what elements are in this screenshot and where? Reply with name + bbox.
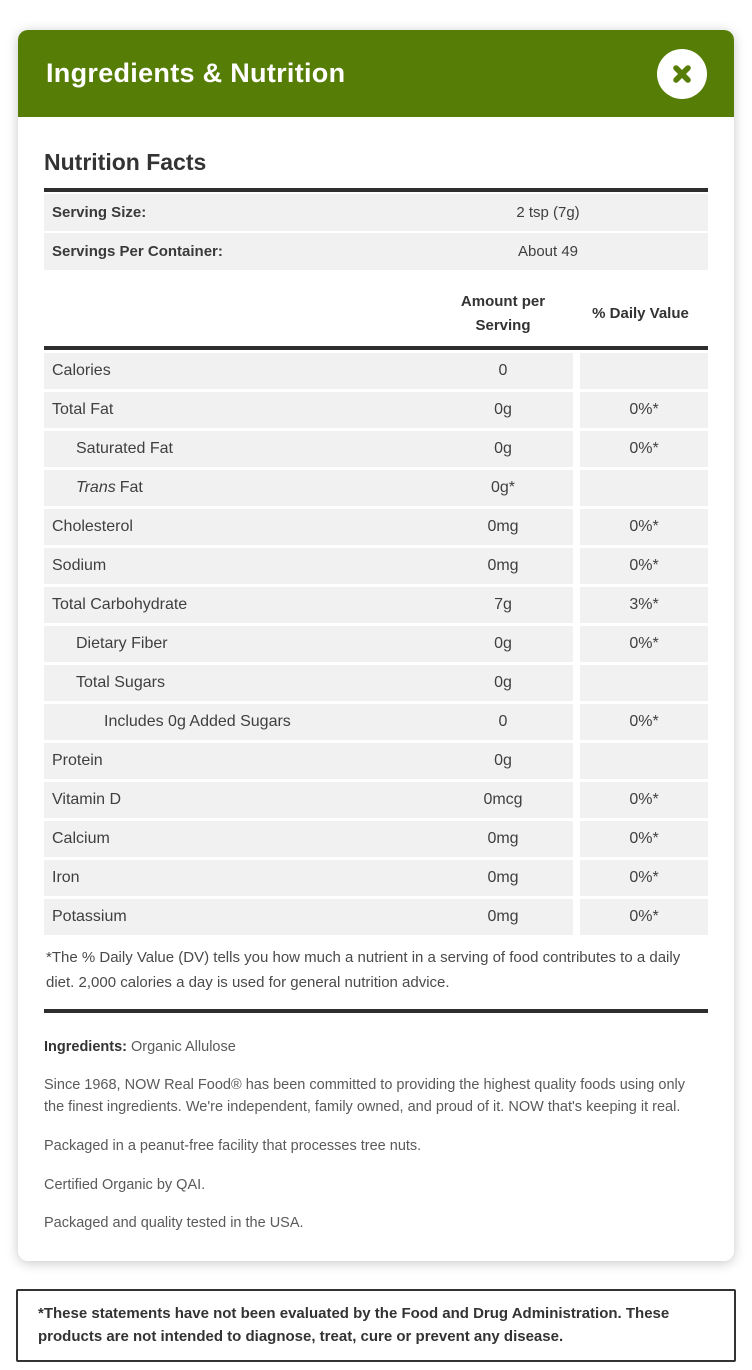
usa-paragraph: Packaged and quality tested in the USA. bbox=[44, 1215, 304, 1232]
nutrient-daily-value: 0%* bbox=[573, 431, 708, 467]
nutrient-label: Protein bbox=[52, 752, 103, 769]
nutrition-row bbox=[44, 548, 708, 584]
divider-thick-header bbox=[44, 346, 708, 350]
nutrient-daily-value: 0%* bbox=[573, 548, 708, 584]
nutrient-daily-value: 0%* bbox=[573, 782, 708, 818]
nutrient-label: Sodium bbox=[52, 557, 107, 574]
nutrient-amount: 0 bbox=[498, 362, 508, 379]
modal-title: Ingredients & Nutrition bbox=[46, 58, 346, 88]
nutrition-row bbox=[44, 431, 708, 467]
nutrient-daily-value: 0%* bbox=[573, 509, 708, 545]
nutrient-daily-value: 0%* bbox=[573, 899, 708, 935]
divider-thick-bottom bbox=[44, 1009, 708, 1013]
nutrient-label: Potassium bbox=[52, 908, 127, 925]
close-icon bbox=[669, 61, 695, 87]
nutrient-label: Total Carbohydrate bbox=[52, 596, 188, 613]
ingredients-value: Organic Allulose bbox=[131, 1038, 236, 1055]
nutrition-row bbox=[44, 821, 708, 857]
divider-thick-top bbox=[44, 188, 708, 192]
nutrition-row bbox=[44, 587, 708, 623]
nutrient-daily-value: 3%* bbox=[573, 587, 708, 623]
ingredients-nutrition-modal bbox=[18, 30, 734, 1261]
nutrient-amount: 0g bbox=[494, 440, 512, 457]
servings-per-container-value: About 49 bbox=[517, 243, 579, 260]
modal-header bbox=[18, 30, 734, 117]
nutrient-label: Trans Fat bbox=[76, 479, 143, 496]
nutrient-amount: 0mcg bbox=[483, 791, 523, 808]
fda-disclaimer: *These statements have not been evaluated by the Food and Drug Administration. These products are not intended to diagnose, treat, cure or prevent any disease. bbox=[16, 1289, 736, 1362]
nutrient-label: Calcium bbox=[52, 830, 110, 847]
nutrient-daily-value bbox=[573, 743, 708, 779]
nutrition-row bbox=[44, 899, 708, 935]
nutrient-amount: 7g bbox=[494, 596, 512, 613]
nutrient-amount: 0mg bbox=[487, 557, 519, 574]
nutrient-amount: 0g bbox=[494, 674, 512, 691]
serving-size-label: Serving Size: bbox=[52, 204, 147, 221]
nutrient-amount: 0mg bbox=[487, 518, 519, 535]
nutrition-row bbox=[44, 509, 708, 545]
ingredients-label: Ingredients: bbox=[44, 1038, 127, 1055]
allergen-paragraph: Packaged in a peanut-free facility that processes tree nuts. bbox=[44, 1137, 422, 1154]
nutrient-label: Total Sugars bbox=[76, 674, 165, 691]
nutrient-label: Includes 0g Added Sugars bbox=[104, 713, 291, 730]
nutrition-row bbox=[44, 353, 708, 389]
nutrient-amount: 0g bbox=[494, 401, 512, 418]
brand-paragraph: Since 1968, NOW Real Food® has been committed to providing the highest quality foods using only the finest ingredients. We're independent, family owned, and proud of it. NOW that's keeping it real. bbox=[44, 1077, 685, 1115]
nutrient-label: Cholesterol bbox=[52, 518, 133, 535]
nutrient-daily-value: 0%* bbox=[573, 626, 708, 662]
organic-paragraph: Certified Organic by QAI. bbox=[44, 1176, 206, 1193]
nutrient-amount: 0g* bbox=[490, 479, 516, 496]
nutrient-amount: 0g bbox=[494, 635, 512, 652]
nutrient-label: Saturated Fat bbox=[76, 440, 173, 457]
nutrient-amount: 0mg bbox=[487, 830, 519, 847]
nutrient-label: Vitamin D bbox=[52, 791, 122, 808]
nutrition-row bbox=[44, 626, 708, 662]
nutrient-daily-value bbox=[573, 353, 708, 389]
nutrient-label: Dietary Fiber bbox=[76, 635, 168, 652]
nutrient-amount: 0mg bbox=[487, 908, 519, 925]
nutrition-facts-heading: Nutrition Facts bbox=[44, 149, 207, 175]
serving-size-row bbox=[44, 194, 708, 231]
nutrient-amount: 0g bbox=[494, 752, 512, 769]
ingredients-line bbox=[44, 1037, 708, 1059]
nutrient-daily-value: 0%* bbox=[573, 821, 708, 857]
serving-size-value: 2 tsp (7g) bbox=[516, 204, 580, 221]
nutrient-daily-value: 0%* bbox=[573, 704, 708, 740]
nutrition-row bbox=[44, 392, 708, 428]
servings-per-container-label: Servings Per Container: bbox=[52, 243, 223, 260]
column-header-daily-value: % Daily Value bbox=[592, 305, 689, 322]
nutrient-label: Calories bbox=[52, 362, 111, 379]
nutrient-daily-value bbox=[573, 470, 708, 506]
nutrition-row bbox=[44, 860, 708, 896]
nutrient-label: Iron bbox=[52, 869, 80, 886]
product-info bbox=[44, 1037, 708, 1236]
close-button[interactable] bbox=[657, 49, 707, 99]
nutrient-amount: 0 bbox=[498, 713, 508, 730]
nutrient-daily-value: 0%* bbox=[573, 860, 708, 896]
nutrient-label: Total Fat bbox=[52, 401, 114, 418]
nutrition-row bbox=[44, 704, 708, 740]
nutrition-row bbox=[44, 665, 708, 701]
nutrition-row bbox=[44, 782, 708, 818]
nutrition-row bbox=[44, 743, 708, 779]
modal-body bbox=[18, 117, 734, 1261]
nutrient-amount: 0mg bbox=[487, 869, 519, 886]
nutrient-daily-value bbox=[573, 665, 708, 701]
servings-per-container-row bbox=[44, 233, 708, 270]
nutrition-row bbox=[44, 470, 708, 506]
nutrient-daily-value: 0%* bbox=[573, 392, 708, 428]
column-header-amount: Amount per Serving bbox=[460, 293, 546, 334]
nutrition-rows bbox=[44, 353, 708, 935]
daily-value-footnote: *The % Daily Value (DV) tells you how much a nutrient in a serving of food contributes to a daily diet. 2,000 calories a day is used for general nutrition advice. bbox=[46, 949, 681, 991]
column-headers bbox=[44, 290, 708, 346]
